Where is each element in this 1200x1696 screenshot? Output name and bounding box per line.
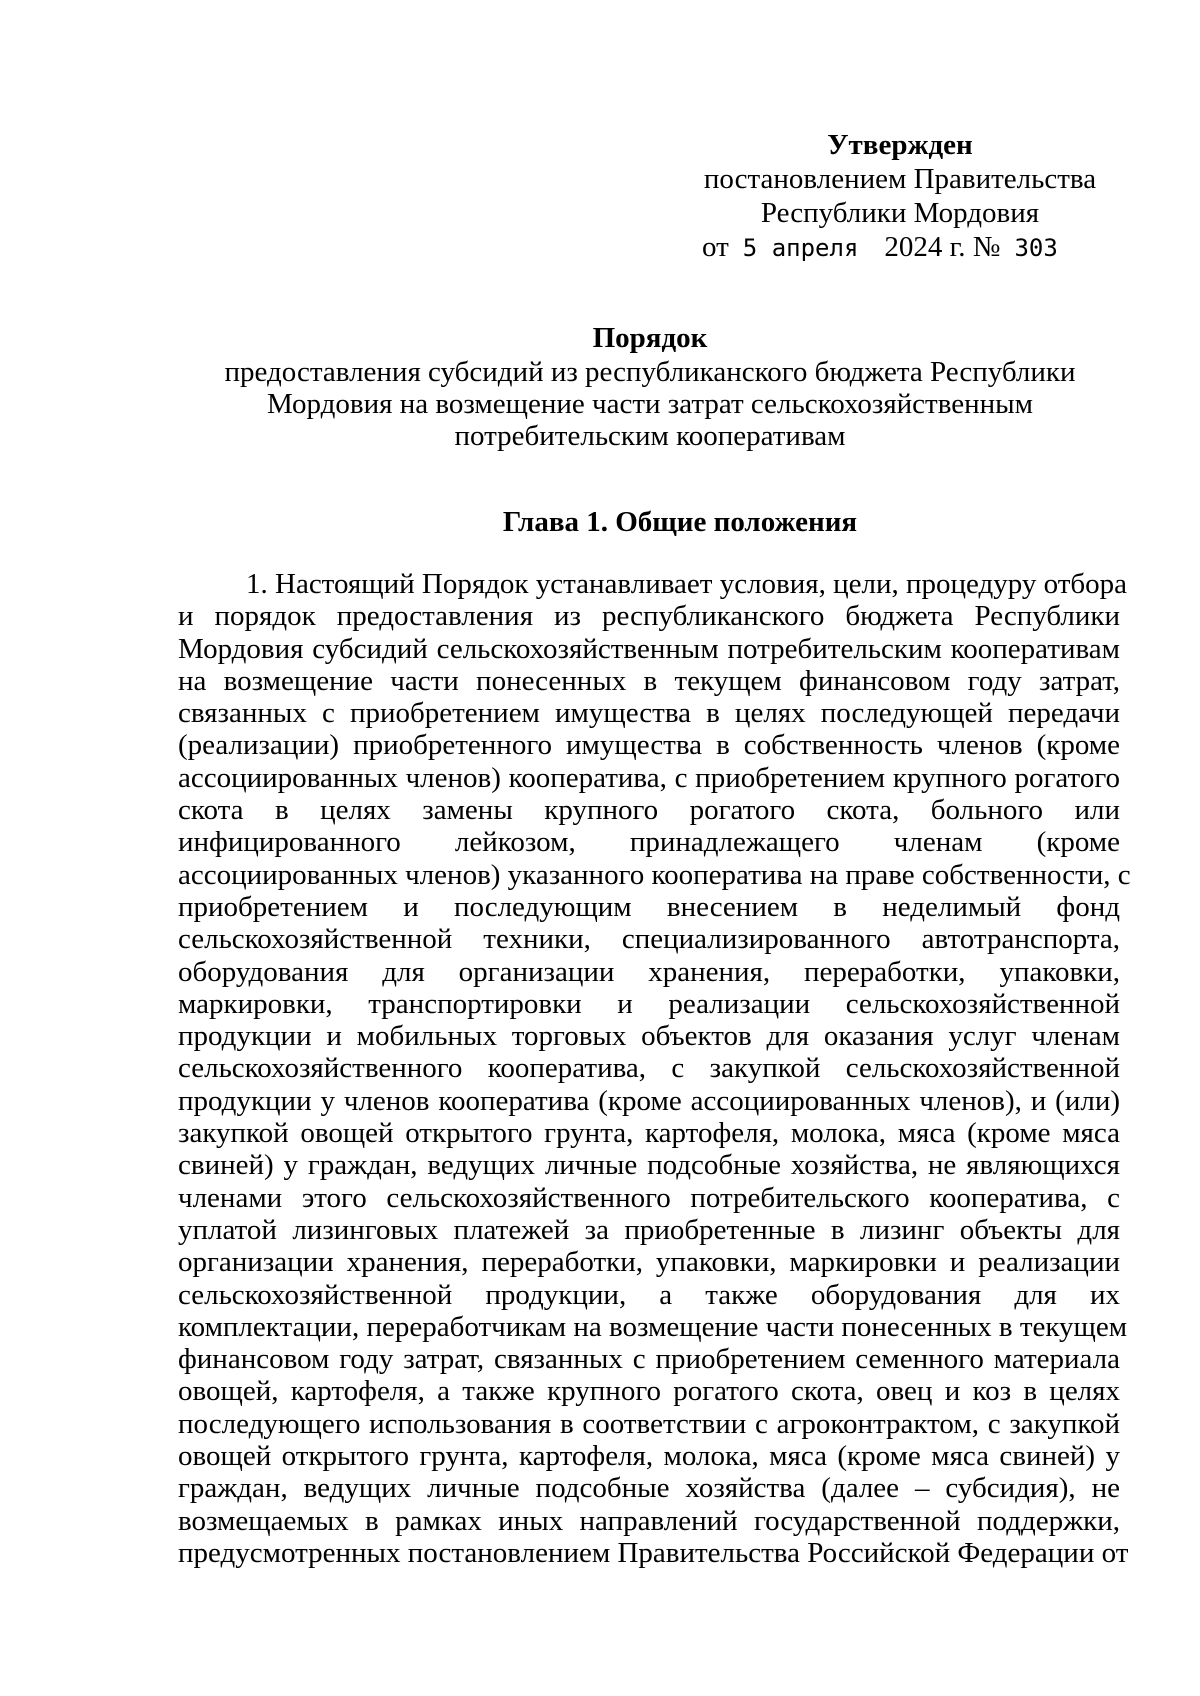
paragraph-line: ассоциированных членов) кооператива, с приобретением крупного рогатого [178,761,1120,794]
approval-date-prefix: от [702,231,729,263]
paragraph-line: (реализации) приобретенного имущества в собственность членов (кроме [178,729,1120,762]
chapter-heading: Глава 1. Общие положения [502,506,858,538]
paragraph-line: закупкой овощей открытого грунта, картофеля, молока, мяса (кроме мяса [178,1117,1120,1150]
approval-title: Утвержден [827,129,973,161]
paragraph-line: свиней) у граждан, ведущих личные подсобные хозяйства, не являющихся [178,1149,1120,1182]
paragraph-line: приобретением и последующим внесением в неделимый фонд [178,890,1120,923]
paragraph-line: овощей, картофеля, а также крупного рогатого скота, овец и коз в целях [178,1375,1120,1408]
paragraph-line: членами этого сельскохозяйственного потребительского кооператива, с [178,1181,1120,1214]
paragraph-line: сельскохозяйственной техники, специализированного автотранспорта, [178,923,1120,956]
approval-date-line [690,230,1110,265]
paragraph-line: скота в целях замены крупного рогатого скота, больного или [178,794,1120,827]
paragraph-line: организации хранения, переработки, упаковки, маркировки и реализации [178,1246,1120,1279]
paragraph-line: уплатой лизинговых платежей за приобретенные в лизинг объекты для [178,1213,1120,1246]
paragraph-line: продукции у членов кооператива (кроме ассоциированных членов), и (или) [178,1084,1120,1117]
approval-date: 5 апреля [742,234,859,262]
document-subtitle [150,356,1150,452]
approval-line-1: постановлением Правительства [703,163,1097,195]
approval-number: 303 [1014,234,1058,262]
paragraph-line: финансовом году затрат, связанных с приобретением семенного материала [178,1343,1120,1376]
paragraph-line: Мордовия субсидий сельскохозяйственным потребительским кооперативам [178,632,1120,665]
paragraph-line: комплектации, переработчикам на возмещение части понесенных в текущем [178,1310,1128,1343]
paragraph-line: овощей открытого грунта, картофеля, молока, мяса (кроме мяса свиней) у [178,1440,1120,1473]
document-title-block [150,322,1150,452]
paragraph-line: маркировки, транспортировки и реализации сельскохозяйственной [178,987,1120,1020]
paragraph-line: граждан, ведущих личные подсобные хозяйства (далее – субсидия), не [178,1472,1120,1505]
approval-line-2: Республики Мордовия [760,197,1040,229]
document-name: Порядок [592,322,708,354]
document-subtitle-line: Мордовия на возмещение части затрат сельскохозяйственным [266,388,1033,420]
approval-year-number-label: 2024 г. № [884,231,1001,263]
paragraph-1 [178,568,1131,1569]
paragraph-line: сельскохозяйственной продукции, а также оборудования для их [178,1278,1120,1311]
paragraph-line: сельскохозяйственного кооператива, с закупкой сельскохозяйственной [178,1052,1120,1085]
document-subtitle-line: потребительским кооперативам [454,420,846,452]
paragraph-line: инфицированного лейкозом, принадлежащего членам (кроме [178,826,1120,859]
paragraph-line: продукции и мобильных торговых объектов для оказания услуг членам [178,1020,1120,1053]
paragraph-line: предусмотренных постановлением Правительства Российской Федерации от [178,1536,1129,1569]
paragraph-line: оборудования для организации хранения, переработки, упаковки, [178,955,1120,988]
document-subtitle-line: предоставления субсидий из республиканского бюджета Республики [224,356,1076,388]
approval-block [690,128,1110,265]
paragraph-line: возмещаемых в рамках иных направлений государственной поддержки, [178,1504,1120,1537]
paragraph-line: связанных с приобретением имущества в целях последующей передачи [178,697,1120,730]
paragraph-line: на возмещение части понесенных в текущем финансовом году затрат, [178,664,1120,697]
paragraph-line: и порядок предоставления из республиканского бюджета Республики [178,600,1120,633]
paragraph-line: ассоциированных членов) указанного кооператива на праве собственности, с [178,858,1131,891]
paragraph-line: последующего использования в соответствии с агроконтрактом, с закупкой [178,1407,1120,1440]
paragraph-line: 1. Настоящий Порядок устанавливает условия, цели, процедуру отбора [246,568,1128,600]
